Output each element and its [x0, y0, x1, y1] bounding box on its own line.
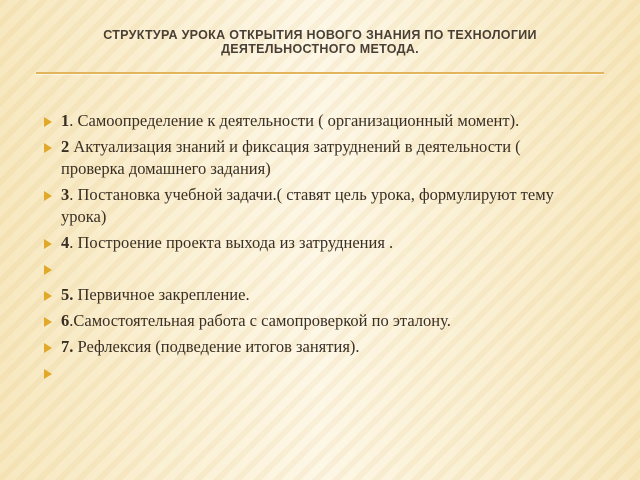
item-text: .Самостоятельная работа с самопроверкой по эталону. — [69, 311, 451, 330]
list-item — [44, 110, 584, 132]
item-text: . Построение проекта выхода из затруднения . — [69, 233, 394, 252]
item-number: 7. — [61, 337, 74, 356]
item-text: . Самоопределение к деятельности ( организационный момент). — [69, 111, 520, 130]
triangle-bullet-icon — [44, 265, 52, 275]
list-item — [44, 232, 584, 254]
item-number: 3 — [61, 185, 70, 204]
triangle-bullet-icon — [44, 239, 52, 249]
list-item — [44, 136, 584, 180]
item-number: 4 — [61, 233, 70, 252]
list-item — [44, 284, 584, 306]
triangle-bullet-icon — [44, 291, 52, 301]
item-text: Рефлексия (подведение итогов занятия). — [73, 337, 360, 356]
triangle-bullet-icon — [44, 117, 52, 127]
list-item — [44, 362, 584, 384]
list-item — [44, 336, 584, 358]
triangle-bullet-icon — [44, 317, 52, 327]
item-text: Актуализация знаний и фиксация затруднений в деятельности ( проверка домашнего задания) — [61, 137, 521, 178]
triangle-bullet-icon — [44, 143, 52, 153]
item-text: Первичное закрепление. — [73, 285, 250, 304]
item-number: 5. — [61, 285, 74, 304]
title-divider — [36, 72, 604, 74]
slide-title: СТРУКТУРА УРОКА ОТКРЫТИЯ НОВОГО ЗНАНИЯ ПО ТЕХНОЛОГИИ ДЕЯТЕЛЬНОСТНОГО МЕТОДА. — [103, 28, 537, 56]
triangle-bullet-icon — [44, 369, 52, 379]
content-list — [44, 110, 584, 388]
list-item — [44, 184, 584, 228]
item-number: 1 — [61, 111, 70, 130]
list-item — [44, 310, 584, 332]
triangle-bullet-icon — [44, 191, 52, 201]
item-number: 2 — [61, 137, 70, 156]
item-number: 6 — [61, 311, 70, 330]
list-item — [44, 258, 584, 280]
triangle-bullet-icon — [44, 343, 52, 353]
item-text: . Постановка учебной задачи.( ставят цель урока, формулируют тему урока) — [61, 185, 554, 226]
